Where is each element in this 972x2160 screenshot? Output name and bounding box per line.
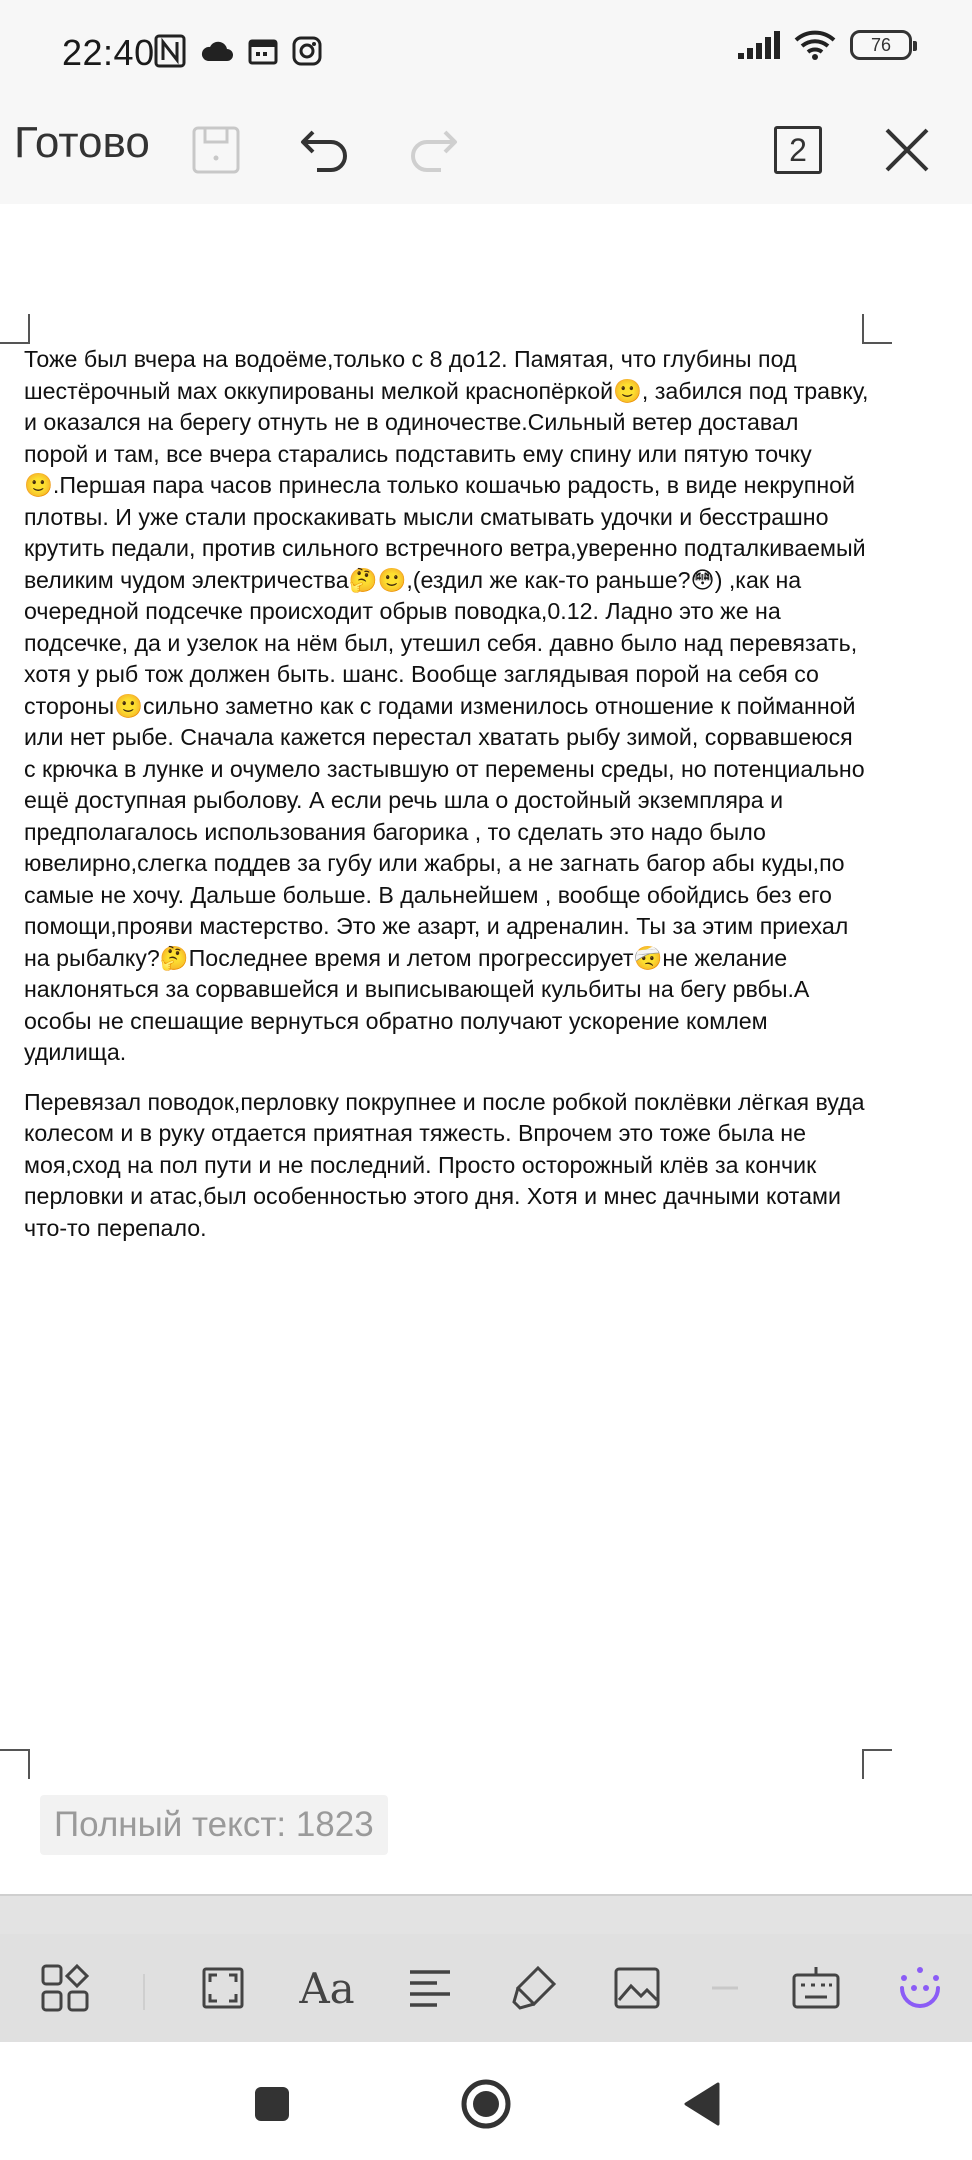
highlighter-icon: [510, 1964, 558, 2012]
status-icons-left: [154, 34, 322, 68]
redo-icon: [407, 124, 459, 176]
page-count-button[interactable]: [766, 118, 830, 182]
format-bar-separator: [143, 1974, 145, 2010]
paragraph-1[interactable]: Тоже был вчера на водоёме,только с 8 до12. Памятая, что глубины под шестёрочный мах оккупированы мелкой краснопёркой🙂, забился под травку, и оказался на берегу отнуть не в одиночестве.Сильный ветер доставал порой и там, все вчера старались подставить ему спину или пятую точку🙂.Першая пара часов принесла только кошачью радость, в виде некрупной плотвы. И уже стали проскакивать мысли сматывать удочки и бесстрашно крутить педали, против сильного встречного ветра,уверенно подталкиваемый великим чудом электричества🤔🙂,(ездил же как-то раньше?😳) ,как на очередной подсечке происходит обрыв поводка,0.12. Ладно это же на подсечке, да и узелок на нём был, утешил себя. давно было над перевязать, хотя у рыб тож должен быть. шанс. Вообще заглядывая порой на себя со стороны🙂сильно заметно как с годами изменилось отношение к пойманной или нет рыбе. Сначала кажется перестал хватать рыбу зимой, сорвавшеюся с крючка в лунке и очумело застывшую от перемены среды, но потенциально ещё доступная рыболову. А если речь шла о достойный экземпляра и предполагалось использования багорика , то сделать это надо было ювелирно,слегка поддев за губу или жабры, а не загнать багор абы куды,по самые не хочу. Дальше больше. В дальнейшем , вообще обойдись без его помощи,прояви мастерство. Это же азарт, и адреналин. Ты за этим приехал на рыбалку?🤔Последнее время и летом прогрессирует🤕не желание наклоняться за сорвавшейся и выписывающей кульбиты на бегу рвбы.А особы не спешащие вернуться обратно получают ускорение комлем удилища.: [24, 346, 869, 1065]
recents-button[interactable]: [244, 2076, 300, 2132]
save-button[interactable]: [184, 118, 248, 182]
battery-icon: [850, 30, 912, 60]
align-button[interactable]: [400, 1958, 460, 2018]
keyboard-icon: [791, 1965, 841, 2011]
signal-icon: [738, 31, 780, 59]
home-button[interactable]: [458, 2076, 514, 2132]
undo-icon: [299, 124, 351, 176]
image-icon: [613, 1966, 661, 2010]
crop-mark-bottom-left: [0, 1749, 30, 1779]
character-counter: Полный текст: 1823: [40, 1795, 388, 1855]
text-format-button[interactable]: [297, 1958, 357, 2018]
status-bar: [0, 0, 972, 100]
document-body[interactable]: [24, 344, 869, 1262]
wifi-icon: [794, 30, 836, 60]
close-icon: [883, 126, 931, 174]
status-icons-right: [738, 30, 912, 60]
navigation-bar: [0, 2042, 972, 2160]
instagram-icon: [292, 36, 322, 66]
highlighter-button[interactable]: [504, 1958, 564, 2018]
crop-mark-top-left: [0, 314, 30, 344]
page-count: 2: [774, 126, 822, 174]
assistant-icon: [896, 1964, 944, 2012]
editor-toolbar: [0, 100, 972, 205]
cloud-icon: [200, 39, 234, 63]
fullscreen-icon: [200, 1965, 246, 2011]
redo-button[interactable]: [401, 118, 465, 182]
recents-icon: [253, 2085, 291, 2123]
format-bar-divider: [0, 1894, 972, 1934]
format-bar: [0, 1934, 972, 2042]
crop-mark-top-right: [862, 314, 892, 344]
divider-icon: [710, 1983, 740, 1993]
status-time: 22:40: [62, 32, 155, 73]
undo-button[interactable]: [293, 118, 357, 182]
document-page[interactable]: [0, 204, 972, 1894]
keyboard-button[interactable]: [786, 1958, 846, 2018]
text-format-icon: Aa: [299, 1963, 355, 2013]
divider-button[interactable]: [695, 1958, 755, 2018]
paragraph-2[interactable]: Перевязал поводок,перловку покрупнее и после робкой поклёвки лёгкая вуда колесом и в руку отдается приятная тяжесть. Впрочем это тоже была не моя,сход на пол пути и не последний. Просто осторожный клёв за кончик перловки и атас,был особенностью этого дня. Хотя и мнес дачными котами что-то перепало.: [24, 1088, 865, 1241]
close-button[interactable]: [875, 118, 939, 182]
back-icon: [682, 2082, 722, 2126]
fullscreen-button[interactable]: [193, 1958, 253, 2018]
battery-level: 76: [870, 34, 892, 55]
back-button[interactable]: [674, 2076, 730, 2132]
image-button[interactable]: [607, 1958, 667, 2018]
save-icon: [191, 125, 241, 175]
home-icon: [460, 2078, 512, 2130]
layout-button[interactable]: [35, 1958, 95, 2018]
crop-mark-bottom-right: [862, 1749, 892, 1779]
assistant-button[interactable]: [890, 1958, 950, 2018]
done-button[interactable]: Готово: [14, 118, 150, 167]
calendar-icon: [248, 36, 278, 66]
layout-icon: [40, 1963, 90, 2013]
align-icon: [407, 1968, 453, 2008]
nfc-icon: [154, 34, 186, 68]
